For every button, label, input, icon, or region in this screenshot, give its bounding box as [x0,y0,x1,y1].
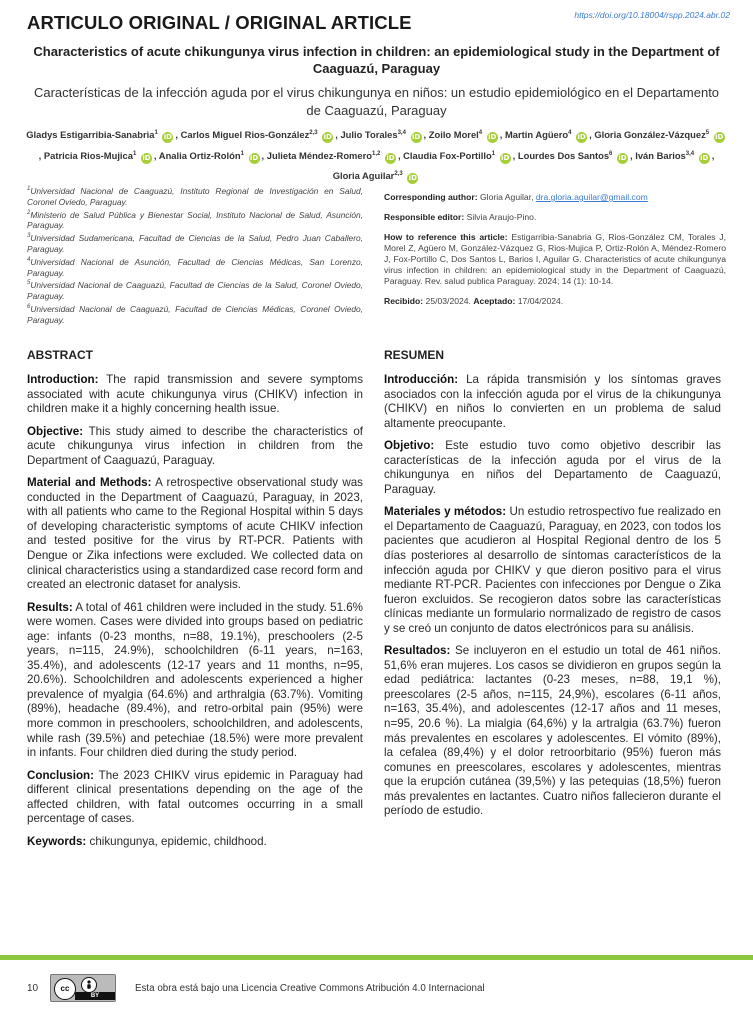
cc-icon: cc [54,978,76,1000]
orcid-icon[interactable]: iD [501,153,510,162]
author-affiliation-number: 1 [154,130,158,136]
section-text: A retrospective observational study was conducted in the Department of Caaguazú, Paraguay, in 2023, with all patients who came to the Regional Hospital within 5 days of developing characteristic symptoms of acute CHIKV infection and tested positive for the virus by RT-PCR. Patients with Dengue or Zika infections were excluded. We collected data on clinical characteristics using a standardized case record form and created an electronic dataset for analysis. [27,476,363,592]
resumen-heading: RESUMEN [384,348,445,362]
affiliation-item [27,231,363,255]
page-number: 10 [27,983,39,994]
article-type-heading: ARTICULO ORIGINAL / ORIGINAL ARTICLE [27,12,412,33]
orcid-icon[interactable]: iD [618,153,627,162]
section-label: Conclusion: [27,768,94,782]
responsible-editor [384,212,726,223]
author-affiliation-number: 2,3 [394,171,403,178]
section-label: Results: [27,600,73,614]
license-text: Esta obra está bajo una Licencia Creative Commons Atribución 4.0 Internacional [135,983,485,994]
how-to-reference-text: Estigarribia-Sanabria G, Rios-González CM, Torales J, Morel Z, Agüero M, González-Vázquez G, Rios-Mujica P, Ortiz-Rolón A, Méndez-Romero J, Fox-Portillo C, Dos Santos L, Barios I, Aguilar G. Characteristics of acute chikungunya virus infection in children: an epidemiological study in the Department of Caaguazú, Paraguay. Rev. salud publica Paraguay. 2024; 14 (1): 10-14. [384,232,726,286]
author-affiliation-number: 1 [491,150,496,157]
section-text: La rápida transmisión y los síntomas graves asociados con la infección aguda por el virus de la chikungunya (CHIKV) en niños lo convierten en un problema de salud altamente preocupante. [384,373,721,430]
abstract-section [27,425,363,469]
accepted-date: 17/04/2024. [517,296,564,306]
author: Carlos Miguel Rios-González$^{2,3}$ iD , [180,129,341,142]
corresponding-author-email[interactable]: dra.gloria.aguilar@gmail.com [535,192,648,202]
accepted-label: Aceptado: [473,296,516,306]
author: Lourdes Dos Santos$^6$ iD , [517,149,636,162]
section-label: Objective: [27,424,84,438]
affiliation-text: Universidad Nacional de Caaguazú, Facultad de Ciencias de la Salud, Coronel Oviedo, Paraguay. [27,280,363,302]
orcid-icon[interactable]: iD [700,153,709,162]
section-text: chikungunya, epidemic, childhood. [89,834,267,848]
doi-link[interactable]: https://doi.org/10.18004/rspp.2024.abr.02 [574,10,730,20]
responsible-editor-label: Responsible editor: [384,212,465,222]
article-meta-block [384,192,726,316]
article-title-spanish: Características de la infección aguda por el virus chikungunya en niños: un estudio epidemiológico en el Departamento de Caaguazú, Paraguay [33,85,720,118]
section-label: Materiales y métodos: [384,505,507,519]
abstract-section [27,835,363,850]
section-label: Introducción: [384,373,459,386]
abstract-section [384,505,721,636]
affiliation-item [27,184,363,208]
section-label: Keywords: [27,834,87,848]
abstract-section [27,769,363,827]
section-label: Material and Methods: [27,476,152,490]
author-affiliation-number: 1,2 [371,150,381,157]
author-name: Martin Agüero [504,129,569,141]
corresponding-author-label: Corresponding author: [384,192,478,202]
orcid-icon[interactable]: iD [488,133,497,142]
author-name: Zoilo Morel [428,129,479,141]
author-name: Lourdes Dos Santos [517,149,610,161]
affiliation-text: Universidad Nacional de Caaguazú, Instituto Regional de Investigación en Salud, Coronel Oviedo, Paraguay. [27,185,363,207]
affiliation-number: 2 [27,209,31,216]
author [333,170,421,181]
section-label: Objetivo: [384,439,435,453]
affiliation-item [27,278,363,302]
author-affiliation-number: 2,3 [309,130,318,136]
author: Gladys Estigarribia-Sanabria$^1$ iD , [26,129,181,142]
abstract-section [27,373,363,417]
abstract-heading: ABSTRACT [27,348,93,362]
orcid-icon[interactable]: iD [386,153,395,162]
author-affiliation-number: 1 [240,150,244,157]
section-text: This study aimed to describe the characteristics of acute chikungunya virus infection in children from the Department of Caaguazú, Paraguay. [27,424,364,467]
article-title-english: Characteristics of acute chikungunya virus infection in children: an epidemiological study in the Department of Caaguazú, Paraguay [33,44,720,76]
orcid-icon[interactable]: iD [411,133,421,142]
orcid-icon[interactable]: iD [163,133,172,142]
affiliation-item [27,255,363,279]
resumen-body [384,373,721,827]
author-affiliation-number: 1 [132,150,137,157]
orcid-icon[interactable]: iD [249,153,259,162]
affiliation-text: Universidad Nacional de Asunción, Facultad de Ciencias Médicas, San Lorenzo, Paraguay. [27,256,363,278]
section-text: The rapid transmission and severe symptoms associated with acute chikungunya virus (CHIKV) infection in children make it a highly concerning health issue. [27,373,364,416]
section-text: The 2023 CHIKV virus epidemic in Paraguay had different clinical presentations depending on the age of the affected children, with fatal outcomes occurring in a small percentage of cases. [27,768,363,826]
author-affiliation-number: 3,4 [397,130,406,136]
author-name: Carlos Miguel Rios-González [180,129,310,141]
abstract-body [27,373,363,857]
section-label: Resultados: [384,644,451,658]
author: Analia Ortiz-Rolón$^1$ iD , [158,149,267,162]
attribution-person-icon [81,977,97,993]
author: Julieta Méndez-Romero$^{1,2}$ iD , [266,149,404,162]
author: Iván Barios$^{3,4}$ iD , [635,149,715,162]
abstract-section [27,601,363,761]
abstract-section [384,439,721,497]
affiliation-number: 6 [27,304,31,311]
author: Gloria González-Vázquez$^5$ iD, [38,129,724,161]
author-name: Julio Torales [340,129,398,141]
affiliation-text: Ministerio de Salud Pública y Bienestar Social, Instituto Nacional de Salud, Asunción, Paraguay. [27,209,363,231]
affiliation-text: Universidad Sudamericana, Facultad de Ciencias de la Salud, Pedro Juan Caballero, Paraguay. [27,233,363,254]
author: Patricia Rios-Mujica$^1$ iD , [43,149,159,162]
received-label: Recibido: [384,296,424,306]
abstract-section [27,476,363,592]
orcid-icon[interactable]: iD [715,133,724,142]
author-affiliation-number: 4 [478,130,483,136]
author-name: Gloria González-Vázquez [594,129,706,141]
affiliation-item [27,302,363,326]
author-name: Iván Barios [635,149,686,161]
affiliation-number: 1 [27,186,31,192]
how-to-reference-label: How to reference this article: [384,232,508,242]
author-name: Patricia Rios-Mujica [43,149,133,161]
received-date: 25/03/2024. [425,296,471,306]
corresponding-author-name: Gloria Aguilar, [479,192,534,202]
orcid-icon[interactable]: iD [577,133,586,142]
affiliation-number: 5 [27,280,31,287]
author-name: Analia Ortiz-Rolón [158,149,241,161]
author-affiliation-number: 4 [568,130,572,136]
footer-divider [0,955,753,960]
author: Claudia Fox-Portillo$^1$ iD , [403,149,518,162]
author-list [25,124,728,186]
section-text: A total of 461 children were included in the study. 51.6% were women. Cases were divided into groups based on pediatric age: infants (0-23 months, n=88, 19.1%), preschoolers (2-5 years, n=115, 24.9%), schoolchildren (6-11 years, n=163, 35.4%), and adolescents (12-17 years and 11 months, n=95, 20.6%). Schoolchildren and adolescents experienced a higher prevalence of myalgia (64.6%) and arthralgia (63.7%). Vomiting (89%), headache (89.4%), and retro-orbital pain (95%) were more common in preschoolers, schoolchildren, and adolescents, while rash (39.5%) and petechiae (18.5%) were more prevalent in infants. Four children died during the study period. [27,600,363,760]
section-text: Un estudio retrospectivo fue realizado en el Departamento de Caaguazú, Paraguay, en 2023, con todos los pacientes que acudieron al Hospital Regional dentro de los 5 días posteriores al desarrollo de síntomas característicos de la infección aguda por CHIKV y que dieron positivo para el virus mediante RT-PCR. Pacientes con infecciones por Dengue o Zika fueron excluidos. Se recogieron datos sobre las características clínicas mediante un formulario normalizado de registro de casos y se creó un conjunto de datos electrónicos para su análisis. [384,505,721,635]
section-text: Este estudio tuvo como objetivo describir las características de la infección aguda por el virus de la chikungunya en niños del Departamento de Caaguazú, Paraguay. [384,439,721,496]
author-affiliation-number: 6 [609,150,613,157]
author-affiliation-number: 3,4 [685,150,695,157]
cc-by-license-badge[interactable] [50,974,116,1002]
affiliation-number: 4 [27,256,31,263]
author: Martin Agüero$^4$ iD , [504,129,595,142]
author: Julio Torales$^{3,4}$ iD , [340,129,429,142]
author-affiliation-number: 5 [705,130,710,136]
corresponding-author [384,192,726,203]
author-name: Julieta Méndez-Romero [266,149,372,161]
affiliation-number: 3 [27,233,31,240]
by-label: BY [75,992,115,1000]
how-to-reference [384,232,726,287]
orcid-icon[interactable]: iD [323,133,332,142]
author-name: Gloria Aguilar [332,170,395,182]
section-label: Introduction: [27,373,99,386]
author-name: Gladys Estigarribia-Sanabria [26,129,155,141]
affiliations-block [27,184,363,326]
orcid-icon[interactable]: iD [408,174,417,183]
author: Zoilo Morel$^4$ iD , [428,129,505,142]
section-text: Se incluyeron en el estudio un total de 461 niños. 51,6% eran mujeres. Los casos se dividieron en grupos según la edad pediátrica: lactantes (0-23 meses, n=88, 19,1 %), preescolares (2-5 años, n=115, 24,9%), escolares (6-11 años, n=163, 35.4%), and adolescentes (12-17 años and 11 meses, n=95, 20.6 %). La mialgia (64,6%) y la artralgia (63.7%) fueron más prevalentes en escolares y adolescentes. El vómito (89%), la cefalea (89,4%) y el dolor retroorbitario (95%) fueron más comunes en preescolares, escolares y adolescentes, mientras que la erupción cutánea (39,5%) y las petequias (18,5%) fueron más prevalentes en lactantes. Cuatro niños fallecieron durante el período de estudio. [384,644,721,818]
responsible-editor-name: Silvia Araujo-Pino. [466,212,537,222]
affiliation-text: Universidad Nacional de Caaguazú, Facultad de Ciencias Médicas, Coronel Oviedo, Paraguay. [27,303,363,325]
author-name: Claudia Fox-Portillo [403,149,492,161]
abstract-section [384,373,721,431]
abstract-section [384,644,721,819]
affiliation-item [27,208,363,232]
orcid-icon[interactable]: iD [142,153,151,162]
received-accepted-dates [384,296,726,307]
